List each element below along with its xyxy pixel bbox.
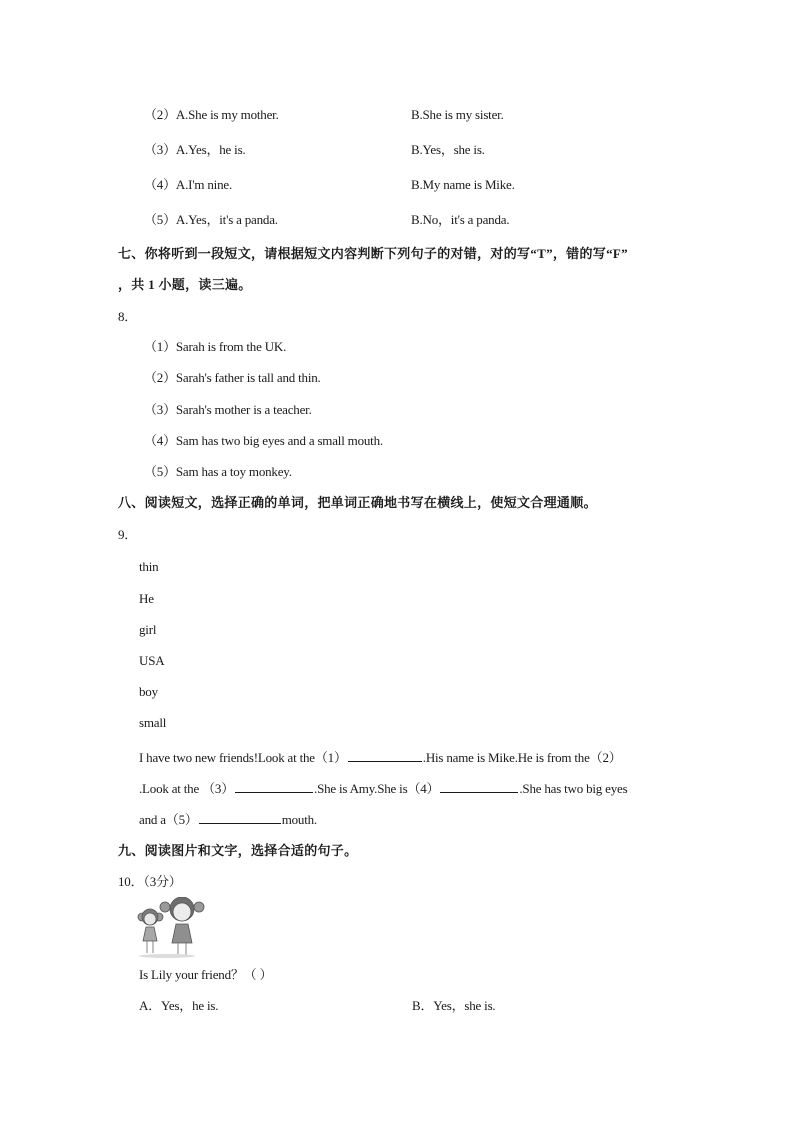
- q9-passage-text: I have two new friends!Look at the（1）: [139, 750, 347, 765]
- q7-option-b-2: B.She is my sister.: [411, 107, 504, 122]
- q8-item-3: （3）Sarah's mother is a teacher.: [144, 402, 312, 417]
- q9-word-3: girl: [139, 622, 157, 637]
- q10-question: Is Lily your friend？（ ）: [139, 967, 273, 982]
- q9-word-2: He: [139, 591, 154, 606]
- q9-passage-text: .She has two big eyes: [519, 781, 628, 796]
- q9-word-1: thin: [139, 559, 159, 574]
- q9-number: 9．: [118, 527, 138, 542]
- q9-passage-text: .Look at the （3）: [139, 781, 235, 796]
- q9-word-4: USA: [139, 653, 165, 668]
- two-girls-image: [137, 897, 207, 959]
- q7-option-a-4: （4）A.I'm nine.: [144, 177, 233, 192]
- section9-heading: 九、阅读图片和文字，选择合适的句子。: [118, 843, 358, 858]
- q7-option-a-3: （3）A.Yes，he is.: [144, 142, 246, 157]
- q7-option-b-3: B.Yes，she is.: [411, 142, 485, 157]
- q9-passage-line1: [139, 749, 622, 766]
- q9-passage-text: mouth.: [281, 812, 317, 827]
- answer-blank-4[interactable]: [440, 780, 518, 793]
- q10-option-a[interactable]: A．Yes，he is.: [139, 998, 219, 1013]
- answer-blank-3[interactable]: [235, 780, 313, 793]
- q8-item-2: （2）Sarah's father is tall and thin.: [144, 370, 321, 385]
- answer-blank-1[interactable]: [348, 749, 422, 762]
- q8-item-5: （5）Sam has a toy monkey.: [144, 464, 292, 479]
- q7-option-b-5: B.No，it's a panda.: [411, 212, 510, 227]
- q8-item-4: （4）Sam has two big eyes and a small mouth.: [144, 433, 383, 448]
- q9-passage-text: .She is Amy.She is（4）: [314, 781, 440, 796]
- q9-passage-line3: [139, 811, 317, 828]
- two-girls-illustration: [137, 897, 207, 959]
- q9-passage-text: and a（5）: [139, 812, 198, 827]
- section8-heading: 八、阅读短文，选择正确的单词，把单词正确地书写在横线上，使短文合理通顺。: [118, 495, 597, 510]
- q9-word-5: boy: [139, 684, 158, 699]
- q7-option-a-2: （2）A.She is my mother.: [144, 107, 279, 122]
- section7-heading-line1: 七、你将听到一段短文，请根据短文内容判断下列句子的对错，对的写“T”，错的写“F”: [118, 246, 628, 261]
- q9-passage-text: .His name is Mike.He is from the（2）: [422, 750, 622, 765]
- q10-number: 10．（3分）: [118, 874, 182, 889]
- q10-option-b[interactable]: B．Yes，she is.: [412, 998, 496, 1013]
- q8-number: 8．: [118, 309, 138, 324]
- q7-option-b-4: B.My name is Mike.: [411, 177, 515, 192]
- section7-heading-line2: ，共 1 小题，读三遍。: [118, 277, 252, 292]
- q8-item-1: （1）Sarah is from the UK.: [144, 339, 287, 354]
- q9-passage-line2: [139, 780, 627, 797]
- answer-blank-5[interactable]: [199, 811, 281, 824]
- q7-option-a-5: （5）A.Yes，it's a panda.: [144, 212, 278, 227]
- q9-word-6: small: [139, 715, 167, 730]
